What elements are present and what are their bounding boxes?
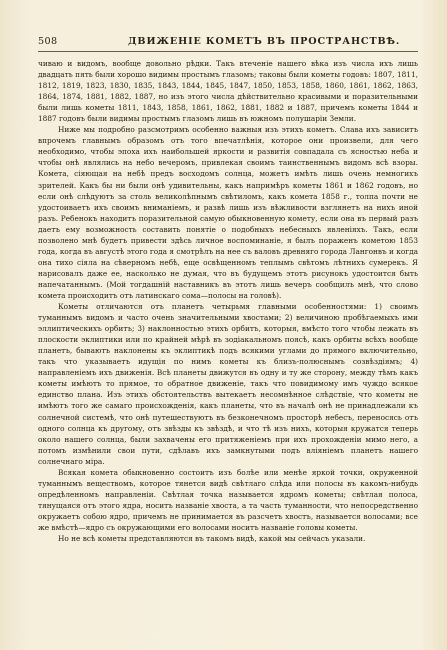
header-rule: [38, 51, 418, 52]
running-head: ДВИЖЕНІЕ КОМЕТЪ ВЪ ПРОСТРАНСТВѢ.: [128, 36, 401, 47]
body-text: [38, 58, 418, 544]
paragraph: чиваю и видомъ, вообще довольно рѣдки. Такъ втеченіе нашего вѣка изъ числа ихъ лишь двадцать пять были хорошо видимы простымъ глазомъ; таковы были кометы годовъ: 1807, 1811, 1812, 1819, 1823, 1830, 1835, 1843, 1844, 1845, 1847, 1850, 1853, 1858, 1860, 1861, 1862, 1863, 1864, 1874, 1881, 1882, 1887, но изъ этого числа дѣйствительно красивыми и поразительными были лишь кометы 1811, 1843, 1858, 1861, 1862, 1881, 1882 и 1887, причемъ кометы 1844 и 1887 годовъ были видимы простымъ глазомъ лишь въ южномъ полушаріи Земли.: [38, 59, 418, 124]
paragraph: Но не всѣ кометы представляются въ такомъ видѣ, какой мы сейчасъ указали.: [58, 534, 366, 544]
page-header: [38, 36, 418, 50]
paragraph: Всякая комета обыкновенно состоитъ изъ болѣе или менѣе яркой точки, окруженной туманнымъ веществомъ, которое тянется видѣ свѣтлаго слѣда или полосы въ какомъ-нибудь опредѣленномъ направленіи. Свѣтлая точка называется ядромъ кометы; свѣтлая полоса, тянущаяся отъ этого ядра, носитъ названіе хвоста, а та часть туманности, что непосредственно окружаетъ собою ядро, причемъ не принимается въ разсчетъ хвостъ, называется волосами; все же вмѣстѣ—ядро съ окружающими его волосами носитъ названіе головы кометы.: [38, 467, 418, 532]
paragraph: Ниже мы подробно разсмотримъ особенно важныя изъ этихъ кометъ. Слава ихъ зависитъ впрочемъ главнымъ образомъ отъ того впечатлѣнія, которое они произвели, для чего необходимо, чтобы эпоха ихъ наибольшей яркости и развитія совпадала съ ясностью неба и чтобы онѣ являлись на небо вечеромъ, привлекая своимъ таинственнымъ видомъ всѣ взоры. Комета, сіяющая на небѣ предъ восходомъ солнца, можетъ имѣть лишь очень немногихъ зрителей. Какъ бы ни были онѣ удивительны, какъ напримѣръ кометы 1861 и 1862 годовъ, но если онѣ слѣдуютъ за столь великолѣпнымъ свѣтиломъ, какъ комета 1858 г., толпа почти не удостоиваетъ ихъ своимъ вниманіемъ, и развѣ лишь изъ вѣжливости взглянетъ на нихъ иной разъ. Ребенокъ находитъ поразительной самую обыкновенную комету, если она въ первый разъ даетъ ему возможность составить понятіе о подобныхъ небесныхъ явленіяхъ. Такъ, если позволено мнѣ будетъ привести здѣсь личное воспоминаніе, я былъ пораженъ кометою 1853 года, когда въ августѣ этого года я смотрѣлъ на нее съ валовъ древняго города Лангонвъ и когда она тихо сіяла на сѣверномъ небѣ, еще освѣщенномъ теплымъ свѣтомъ лѣтнихъ сумерекъ. Я нарисовалъ даже ее, насколько не думая, что въ будущемъ этотъ рисунокъ удостоится быть напечатаннымъ. (Мой тогдашній наставникъ въ этотъ лишь вечеръ сообщилъ мнѣ, что слово комета происходитъ отъ латинскаго сома—полосы на головѣ).: [38, 125, 419, 300]
paragraph: Кометы отличаются отъ планетъ четырьмя главными особенностями: 1) своимъ туманнымъ видомъ и часто очень значительными хвостами; 2) величиною пробѣгаемыхъ ими эллиптическихъ орбитъ; 3) наклонностью этихъ орбитъ, которыя, вмѣсто того чтобы лежать въ плоскости эклиптики или по крайней мѣрѣ въ зодіакальномъ поясѣ, какъ орбиты всѣхъ вообще планетъ, бываютъ наклонены къ эклиптикѣ подъ всякими углами до прямого включительно, такъ что указываетъ идущія по нимъ кометы къ близъ-полюснымъ созвѣздіямъ; 4) направленіемъ ихъ движенія. Всѣ планеты движутся въ одну и ту же сторону, между тѣмъ какъ кометы имѣютъ то прямое, то обратное движеніе, такъ что повидимому имъ чуждо всякое единство плана. Изъ этихъ обстоятельствъ вытекаетъ несомнѣнное слѣдствіе, что кометы не имѣютъ того же самаго происхожденія, какъ планеты, что въ началѣ онѣ не принадлежали къ солнечной системѣ, что онѣ путешествуютъ въ безконечномъ просторѣ небесъ, переносясь отъ одного солнца къ другому, отъ звѣзды къ звѣздѣ, и что тѣ изъ нихъ, которыя кружатся теперь около нашего солнца, были захвачены его притяженіемъ при ихъ прохожденіи мимо него, а потомъ измѣнили свои пути, сдѣлавъ ихъ замкнутыми подъ вліяніемъ планетъ нашего солнечнаго міра.: [38, 302, 418, 466]
page-number: 508: [38, 36, 58, 47]
